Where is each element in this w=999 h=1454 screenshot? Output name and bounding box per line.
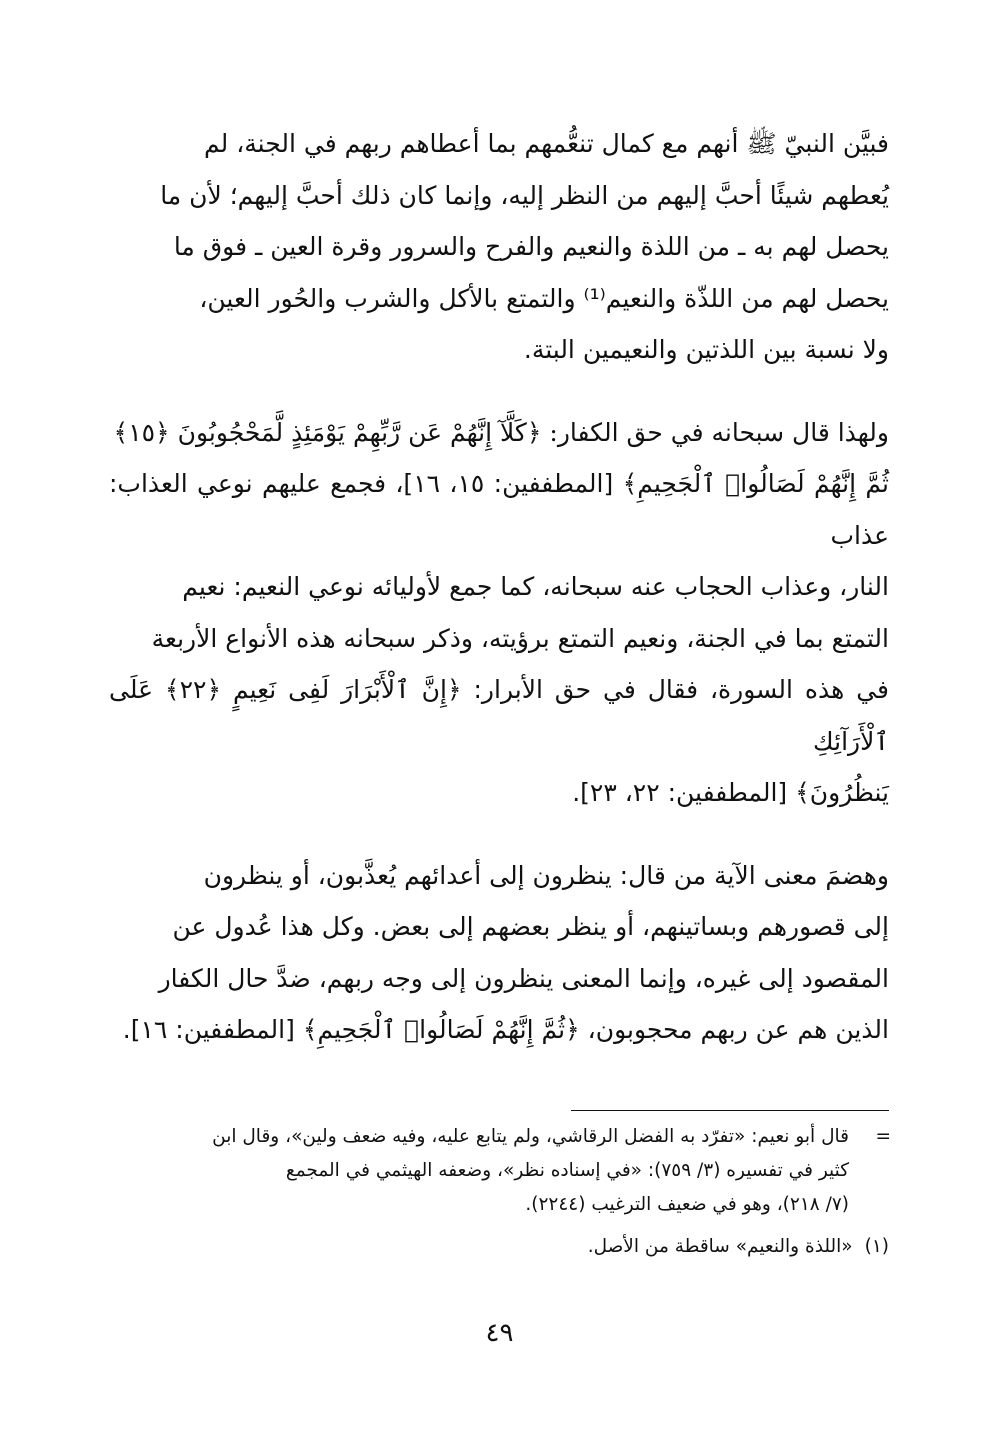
footnotes bbox=[109, 1120, 889, 1264]
text-line: الذين هم عن ربهم محجوبون، ﴿ثُمَّ إِنَّهُمْ لَصَالُوا۟ ٱلْجَحِيمِ﴾ [المطففين: ١٦]. bbox=[122, 1015, 889, 1044]
text-line: المقصود إلى غيره، وإنما المعنى ينظرون إلى وجه ربهم، ضدَّ حال الكفار bbox=[158, 963, 889, 993]
main-text bbox=[109, 118, 889, 1056]
text-line: ولا نسبة بين اللذتين والنعيمين البتة. bbox=[523, 335, 889, 364]
footnote-line: قال أبو نعيم: «تفرّد به الفضل الرقاشي، ولم يتابع عليه، وفيه ضعف ولين»، وقال ابن bbox=[212, 1126, 849, 1147]
text-line: يَنظُرُونَ﴾ [المطففين: ٢٢، ٢٣]. bbox=[572, 778, 889, 807]
footnote-text: «اللذة والنعيم» ساقطة من الأصل. bbox=[587, 1236, 853, 1257]
text-line: إلى قصورهم وبساتينهم، أو ينظر بعضهم إلى بعض. وكل هذا عُدول عن bbox=[172, 912, 889, 941]
text-line: يحصل لهم به ـ من اللذة والنعيم والفرح والسرور وقرة العين ـ فوق ما bbox=[173, 232, 889, 261]
paragraph-3 bbox=[109, 850, 889, 1056]
footnote-separator bbox=[571, 1110, 889, 1111]
text-line: ولهذا قال سبحانه في حق الكفار: ﴿كَلَّآ إِنَّهُمْ عَن رَّبِّهِمْ يَوْمَئِذٍ لَّمَحْجُوبُونَ ﴿١٥﴾ bbox=[113, 417, 889, 447]
text-line: التمتع بما في الجنة، ونعيم التمتع برؤيته، وذكر سبحانه هذه الأنواع الأربعة bbox=[151, 623, 889, 653]
paragraph-1 bbox=[109, 118, 889, 376]
text-line: يحصل لهم من اللذّة والنعيم⁽¹⁾ والتمتع بالأكل والشرب والحُور العين، bbox=[199, 283, 889, 313]
text-line: النار، وعذاب الحجاب عنه سبحانه، كما جمع لأوليائه نوعي النعيم: نعيم bbox=[182, 572, 889, 601]
text-line: ثُمَّ إِنَّهُمْ لَصَالُوا۟ ٱلْجَحِيمِ﴾ [المطففين: ١٥، ١٦]، فجمع عليهم نوعي العذاب: عذاب bbox=[109, 469, 890, 550]
footnote-line: كثير في تفسيره (٣/ ٧٥٩): «في إسناده نظر»، وضعفه الهيثمي في المجمع bbox=[285, 1160, 849, 1181]
footnote-continuation bbox=[109, 1120, 889, 1222]
text-line: وهضمَ معنى الآية من قال: ينظرون إلى أعدائهم يُعذَّبون، أو ينظرون bbox=[203, 860, 889, 890]
text-line: يُعطهم شيئًا أحبَّ إليهم من النظر إليه، وإنما كان ذلك أحبَّ إليهم؛ لأن ما bbox=[160, 180, 889, 210]
footnote-number: (١) bbox=[864, 1236, 889, 1257]
footnote-1 bbox=[109, 1230, 889, 1264]
footnote-line: (٧/ ٢١٨)، وهو في ضعيف الترغيب (٢٢٤٤). bbox=[525, 1194, 849, 1215]
text-line: في هذه السورة، فقال في حق الأبرار: ﴿إِنَّ ٱلْأَبْرَارَ لَفِى نَعِيمٍ ﴿٢٢﴾ عَلَى ٱلْأَرَآئِكِ bbox=[109, 675, 889, 756]
page-number: ٤٩ bbox=[485, 1318, 514, 1348]
paragraph-2 bbox=[109, 407, 889, 819]
continuation-marker: = bbox=[875, 1126, 891, 1147]
text-line: فبيَّن النبيّ ﷺ أنهم مع كمال تنعُّمهم بما أعطاهم ربهم في الجنة، لم bbox=[204, 129, 889, 158]
